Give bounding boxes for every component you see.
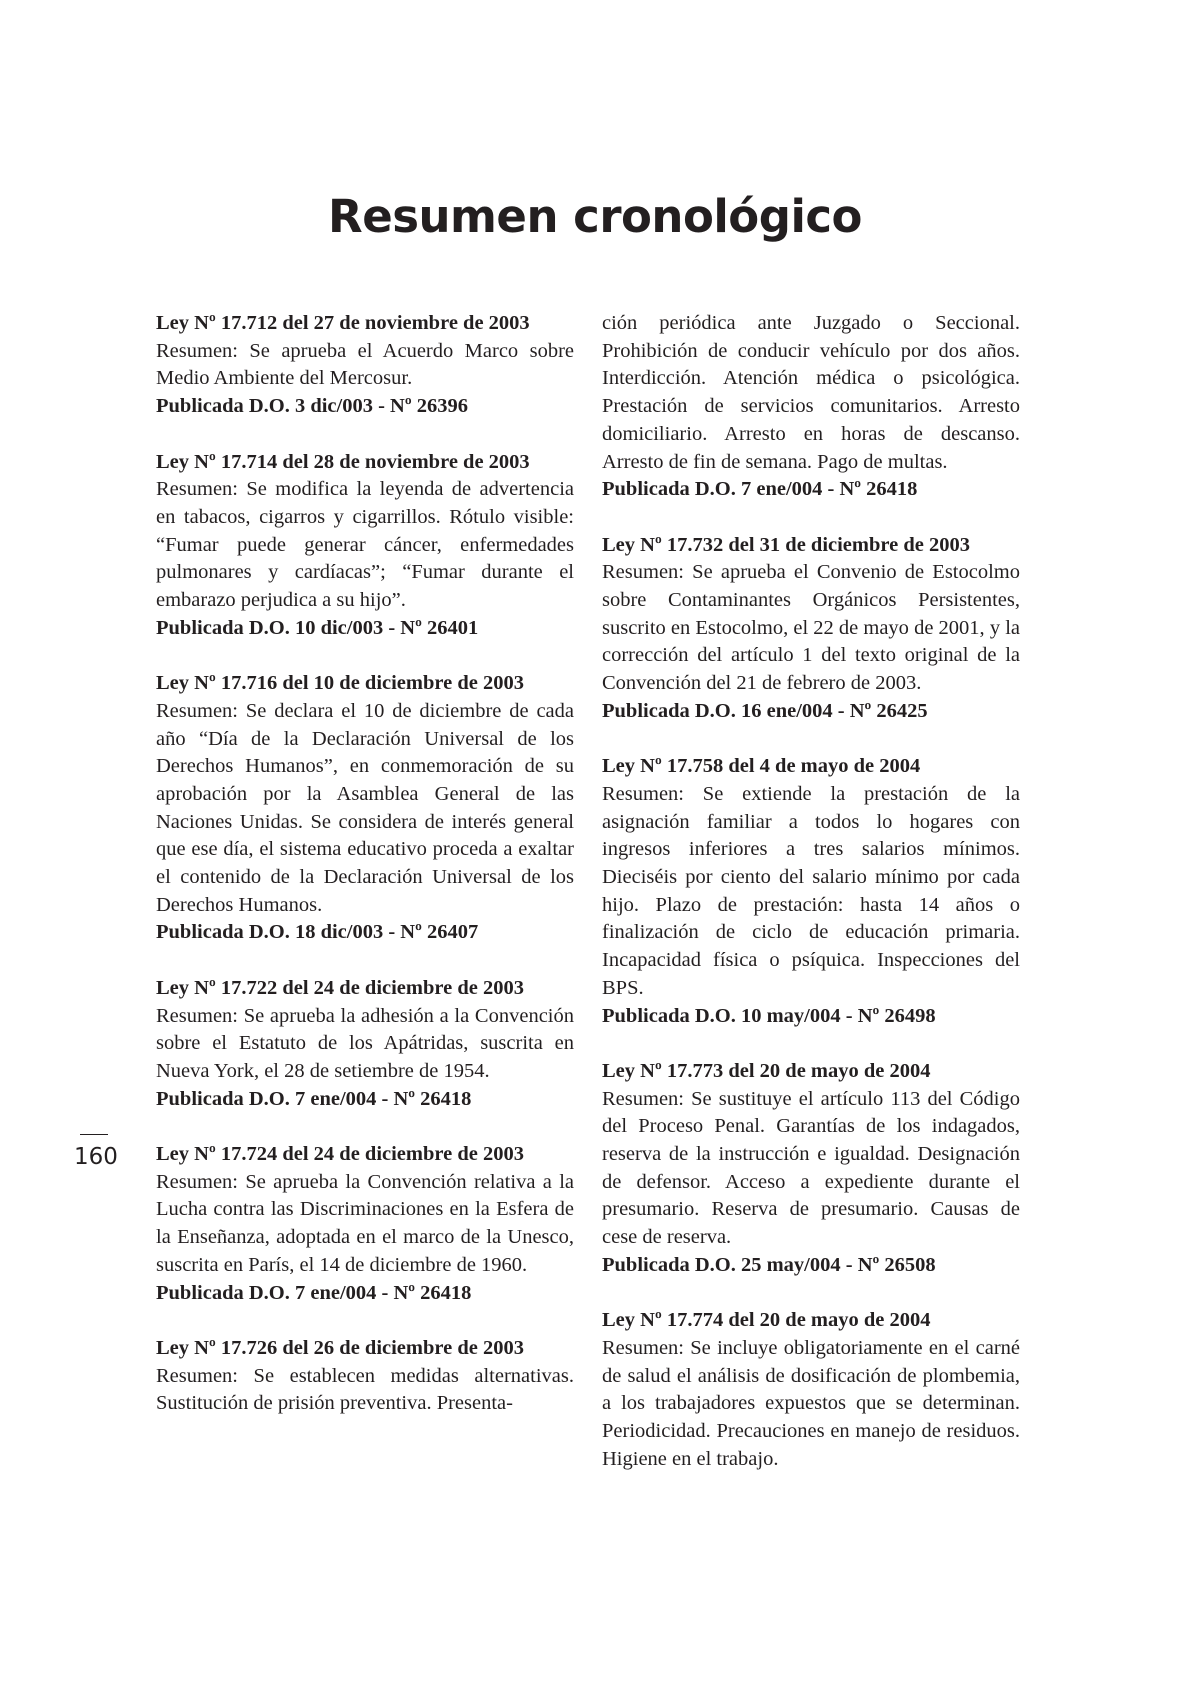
law-summary: Resumen: Se modifica la leyenda de advertencia en tabacos, cigarros y cigarrillos. Rótulo visible: “Fumar puede generar cáncer, enfermedades pulmonares y cardíacas”; “Fumar durante el embarazo perjudica a su hijo”. [156,478,574,612]
law-heading: Ley Nº 17.724 del 24 de diciembre de 2003 [156,1143,524,1166]
law-summary: Resumen: Se aprueba la Convención relativa a la Lucha contra las Discriminaciones en la Esfera de la Enseñanza, adoptada en el marco de la Unesco, suscrita en París, el 14 de diciembre de 1960. [156,1170,574,1276]
law-publication: Publicada D.O. 7 ene/004 - Nº 26418 [156,1087,472,1110]
law-summary: Resumen: Se extiende la prestación de la asignación familiar a todos lo hogares con ingresos inferiores a tres salarios mínimos. Dieciséis por ciento del salario mínimo por cada hijo. Plazo de prestación: hasta 14 años o finalización de ciclo de educación primaria. Incapacidad física o psíquica. Inspecciones del BPS. [602,782,1020,999]
law-heading: Ley Nº 17.758 del 4 de mayo de 2004 [602,755,921,778]
law-publication: Publicada D.O. 10 may/004 - Nº 26498 [602,1004,936,1027]
law-summary: Resumen: Se aprueba el Convenio de Estocolmo sobre Contaminantes Orgánicos Persistentes, suscrito en Estocolmo, el 22 de mayo de 2001, y la corrección del artículo 1 del texto original de la Convención del 21 de febrero de 2003. [602,561,1020,695]
law-publication: Publicada D.O. 10 dic/003 - Nº 26401 [156,616,479,639]
law-heading: Ley Nº 17.716 del 10 de diciembre de 2003 [156,672,524,695]
law-publication: Publicada D.O. 7 ene/004 - Nº 26418 [602,478,918,501]
law-summary: Resumen: Se aprueba el Acuerdo Marco sobre Medio Ambiente del Mercosur. [156,339,574,390]
law-heading: Ley Nº 17.773 del 20 de mayo de 2004 [602,1059,931,1082]
page-number: 160 [74,1144,118,1170]
law-summary: Resumen: Se declara el 10 de diciembre de cada año “Día de la Declaración Universal de los Derechos Humanos”, en conmemoración de su aprobación por la Asamblea General de las Naciones Unidas. Se considera de interés general que ese día, el sistema educativo proceda a exaltar el contenido de la Declaración Universal de los Derechos Humanos. [156,699,574,916]
law-summary: ción periódica ante Juzgado o Seccional. Prohibición de conducir vehículo por dos años. Interdicción. Atención médica o psicológica. Prestación de servicios comunitarios. Arresto domiciliario. Arresto en horas de descanso. Arresto de fin de semana. Pago de multas. [602,312,1020,473]
page-title: Resumen cronológico [328,190,862,243]
law-heading: Ley Nº 17.726 del 26 de diciembre de 2003 [156,1336,524,1359]
law-entry [156,1335,574,1418]
law-entry [156,310,574,421]
law-heading: Ley Nº 17.712 del 27 de noviembre de 2003 [156,312,530,334]
page-number-rule [80,1134,108,1135]
law-heading: Ley Nº 17.722 del 24 de diciembre de 2003 [156,976,524,999]
law-entry [602,753,1020,1030]
law-publication: Publicada D.O. 25 may/004 - Nº 26508 [602,1253,936,1276]
law-publication: Publicada D.O. 16 ene/004 - Nº 26425 [602,699,928,722]
law-entry [156,1141,574,1307]
law-heading: Ley Nº 17.774 del 20 de mayo de 2004 [602,1309,931,1332]
law-entry [602,1307,1020,1473]
law-summary: Resumen: Se sustituye el artículo 113 del Código del Proceso Penal. Garantías de los indagados, reserva de la instrucción e igualdad. Designación de defensor. Acceso a expediente durante el presumario. Reserva de presumario. Causas de cese de reserva. [602,1087,1020,1249]
law-summary: Resumen: Se aprueba la adhesión a la Convención sobre el Estatuto de los Apátridas, suscrita en Nueva York, el 28 de setiembre de 1954. [156,1004,574,1082]
law-summary: Resumen: Se establecen medidas alternativas. Sustitución de prisión preventiva. Presenta- [156,1364,574,1415]
law-heading: Ley Nº 17.732 del 31 de diciembre de 2003 [602,533,970,556]
law-entry [156,449,574,643]
law-entry [156,975,574,1114]
law-publication: Publicada D.O. 3 dic/003 - Nº 26396 [156,395,469,418]
law-publication: Publicada D.O. 18 dic/003 - Nº 26407 [156,921,479,944]
law-entry [156,670,574,947]
law-entry [602,1058,1020,1280]
law-publication: Publicada D.O. 7 ene/004 - Nº 26418 [156,1281,472,1304]
right-column [602,310,1020,1501]
law-heading: Ley Nº 17.714 del 28 de noviembre de 2003 [156,450,530,473]
law-entry [602,532,1020,726]
left-column [156,310,574,1446]
law-summary: Resumen: Se incluye obligatoriamente en el carné de salud el análisis de dosificación de plombemia, a los trabajadores expuestos que se determinan. Periodicidad. Precauciones en manejo de residuos. Higiene en el trabajo. [602,1336,1020,1470]
law-entry-continued [602,310,1020,504]
